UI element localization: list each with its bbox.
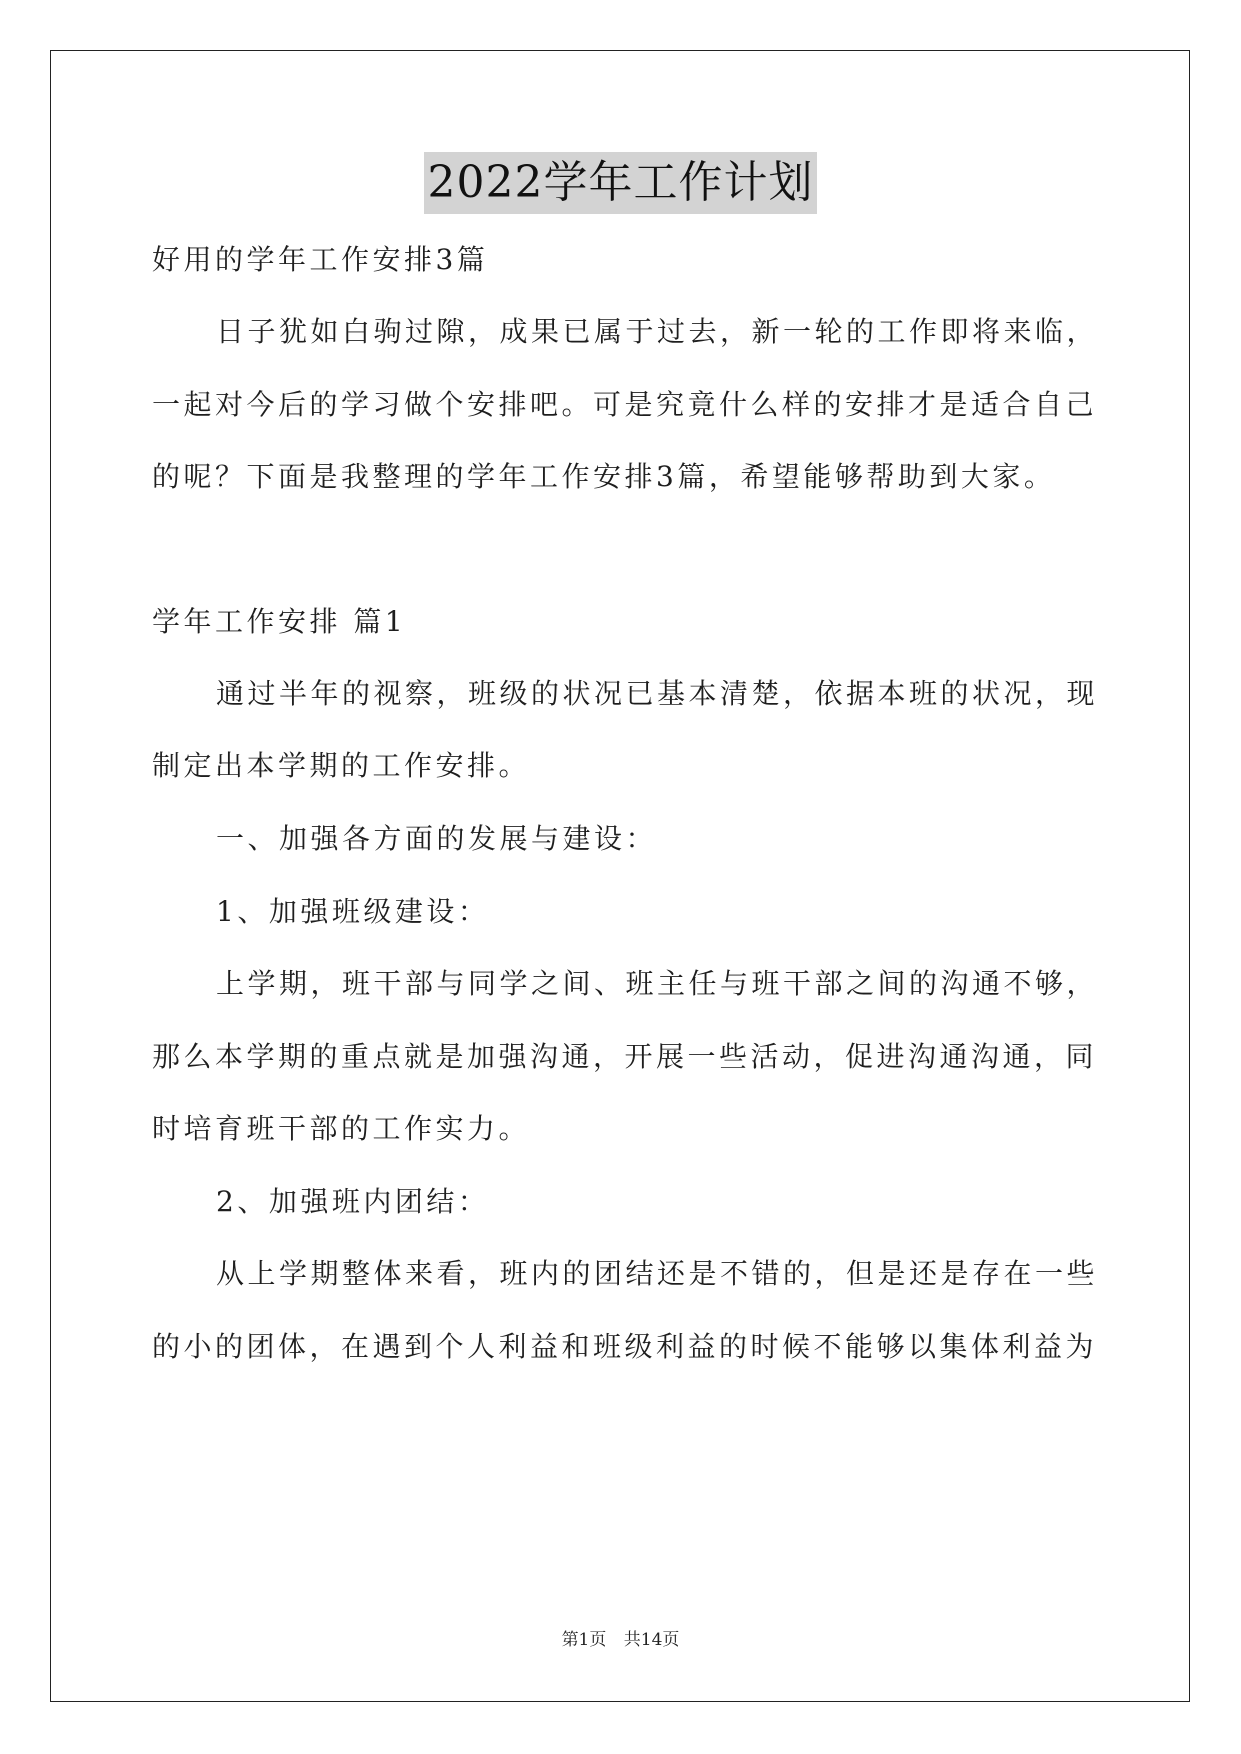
- paragraph-line: 从上学期整体来看，班内的团结还是不错的，但是还是存在一些: [216, 1257, 1099, 1290]
- page-footer: [0, 1625, 1241, 1650]
- paragraph-line: 时培育班干部的工作实力。: [152, 1112, 531, 1145]
- title-container: [0, 152, 1241, 214]
- paragraph-line: 上学期，班干部与同学之间、班主任与班干部之间的沟通不够，: [216, 967, 1099, 1000]
- subheading: 一、加强各方面的发展与建设：: [216, 822, 658, 855]
- paragraph-line: 的小的团体，在遇到个人利益和班级利益的时候不能够以集体利益为: [152, 1330, 1098, 1363]
- section-heading: 学年工作安排 篇1: [152, 605, 407, 638]
- subheading: 1、加强班级建设：: [216, 895, 490, 928]
- paragraph-line: 日子犹如白驹过隙，成果已属于过去，新一轮的工作即将来临，: [216, 315, 1099, 348]
- paragraph-line: 通过半年的视察，班级的状况已基本清楚，依据本班的状况，现: [216, 677, 1099, 710]
- page-total: 共14页: [623, 1630, 680, 1650]
- paragraph-line: 一起对今后的学习做个安排吧。可是究竟什么样的安排才是适合自己: [152, 388, 1098, 421]
- document-title: 2022学年工作计划: [424, 152, 818, 214]
- subheading: 2、加强班内团结：: [216, 1185, 490, 1218]
- page-border: [50, 50, 1190, 1702]
- paragraph-line: 的呢？下面是我整理的学年工作安排3篇，希望能够帮助到大家。: [152, 460, 1056, 493]
- subtitle: 好用的学年工作安排3篇: [152, 243, 489, 276]
- page-number: 第1页: [561, 1630, 607, 1650]
- paragraph-line: 那么本学期的重点就是加强沟通，开展一些活动，促进沟通沟通，同: [152, 1040, 1098, 1073]
- paragraph-line: 制定出本学期的工作安排。: [152, 749, 531, 782]
